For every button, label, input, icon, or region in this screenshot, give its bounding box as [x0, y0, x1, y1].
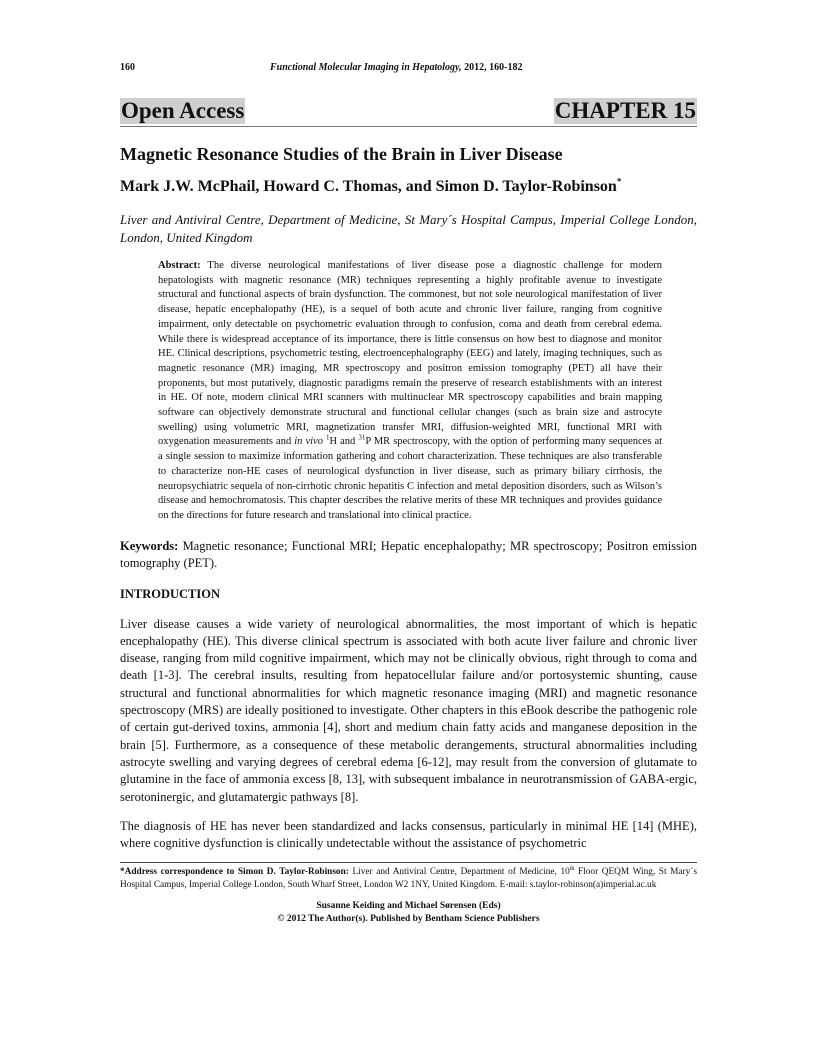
keywords-label: Keywords:	[120, 538, 179, 553]
editors: Susanne Keiding and Michael Sørensen (Eds)	[316, 901, 501, 912]
footnote-text: Floor QEQM Wing, St Mary´s Hospital Campus, Imperial College London, South Wharf Street, London W2 1NY, United Kingdom. E-mail: s.taylor-robinson(a)imperial.ac.uk	[120, 867, 697, 890]
abstract-italic: in vivo	[294, 436, 323, 448]
page-number: 160	[120, 62, 135, 73]
chapter-label: CHAPTER 15	[554, 98, 696, 123]
footnote-divider	[120, 862, 697, 863]
abstract-text: P MR spectroscopy, with the option of performing many sequences at a single session to maximize information gathering and cohort characterization. These techniques are also transferable to characterize non-HE cases of neurological dysfunction in liver disease, such as primary biliary cirrhosis, the neuropsychiatric sequela of non-cirrhotic chronic hepatitis C infection and metal deposition disorders, such as Wilson’s disease and hemochromatosis. This chapter describes the relative merits of these MR techniques and provides guidance on the directions for future research and translational into clinical practice.	[158, 436, 663, 521]
affiliation: Liver and Antiviral Centre, Department of Medicine, St Mary´s Hospital Campus, Imperial College London, London, United Kingdom	[120, 212, 697, 245]
correspondence-mark: *	[616, 176, 622, 187]
body-paragraph: Liver disease causes a wide variety of neurological abnormalities, the most important of which is hepatic encephalopathy (HE). This diverse clinical spectrum is associated with both acute liver failure and chronic liver disease, ranging from mild cognitive impairment, which may not be clinically obvious, right through to coma and death [1-3]. The cerebral insults, resulting from hepatocellular failure and/or portosystemic shunting, cause structural and functional abnormalities for which magnetic resonance imaging (MRI) and magnetic resonance spectroscopy (MRS) are ideally positioned to investigate. Other chapters in this eBook describe the pathogenic role of certain gut-derived toxins, ammonia [4], short and medium chain fatty acids and manganese deposition in the brain [5]. Furthermore, as a consequence of these metabolic derangements, structural abnormalities including astrocyte swelling and varying degrees of cerebral edema [6-12], may result from the conversion of glutamate to glutamine in the face of ammonia excess [8, 13], with subsequent imbalance in neurotransmission of GABA-ergic, serotoninergic, and glutamatergic pathways [8].	[120, 616, 697, 804]
running-head	[120, 62, 697, 76]
keywords-text: Magnetic resonance; Functional MRI; Hepatic encephalopathy; MR spectroscopy; Positron emission tomography (PET).	[120, 538, 697, 570]
author-names: Mark J.W. McPhail, Howard C. Thomas, and Simon D. Taylor-Robinson	[120, 178, 617, 195]
journal-citation	[270, 62, 522, 74]
open-access-label: Open Access	[121, 98, 245, 123]
publisher-info	[120, 900, 697, 925]
authors	[120, 177, 697, 197]
document-page	[120, 0, 697, 965]
footnote	[120, 866, 697, 891]
footnote-sup: th	[569, 866, 575, 873]
footnote-label: *Address correspondence to Simon D. Taylor-Robinson:	[120, 867, 349, 878]
keywords	[120, 538, 697, 573]
abstract	[158, 259, 662, 524]
abstract-label: Abstract:	[158, 260, 201, 271]
copyright: © 2012 The Author(s). Published by Bentham Science Publishers	[277, 913, 540, 924]
chapter-banner	[120, 98, 697, 127]
isotope-sup: 31	[358, 433, 366, 442]
body-paragraph: The diagnosis of HE has never been standardized and lacks consensus, particularly in minimal HE [14] (MHE), where cognitive dysfunction is clinically undetectable without the assistance of psychometric	[120, 818, 697, 851]
year-pages: 2012, 160-182	[461, 62, 523, 73]
chapter-title: Magnetic Resonance Studies of the Brain in Liver Disease	[120, 144, 563, 164]
abstract-text: H and	[329, 436, 359, 448]
abstract-text: The diverse neurological manifestations of liver disease pose a diagnostic challenge for modern hepatologists with magnetic resonance (MR) techniques representing a highly profitable avenue to investigate structural and functional aspects of brain dysfunction. The commonest, but not sole neurological manifestation of liver disease, hepatic encephalopathy (HE), is a sequel of both acute and chronic liver failure, ranging from cognitive impairment, only detectable on psychometric evaluation through to confusion, coma and death from cerebral edema. While there is widespread acceptance of its importance, there is little consensus on how best to diagnose and monitor HE. Clinical descriptions, psychometric testing, electroencephalography (EEG) and lately, imaging techniques, such as magnetic resonance (MR) imaging, MR spectroscopy and positron emission tomography (PET) all have their proponents, but most putatively, diagnostic paradigms remain the preserve of research establishments with an interest in HE. Of note, modern clinical MRI scanners with multinuclear MR spectroscopy capabilities and brain mapping software can objectively demonstrate structural and functional cellular changes (such as brain size and astrocyte swelling) using volumetric MRI, magnetization transfer MRI, diffusion-weighted MRI, functional MRI with oxygenation measurements and	[158, 260, 662, 448]
journal-title: Functional Molecular Imaging in Hepatology,	[270, 62, 462, 73]
isotope-sup: 1	[326, 433, 330, 442]
footnote-text: Liver and Antiviral Centre, Department of Medicine, 10	[348, 867, 570, 878]
section-heading: INTRODUCTION	[120, 587, 221, 602]
